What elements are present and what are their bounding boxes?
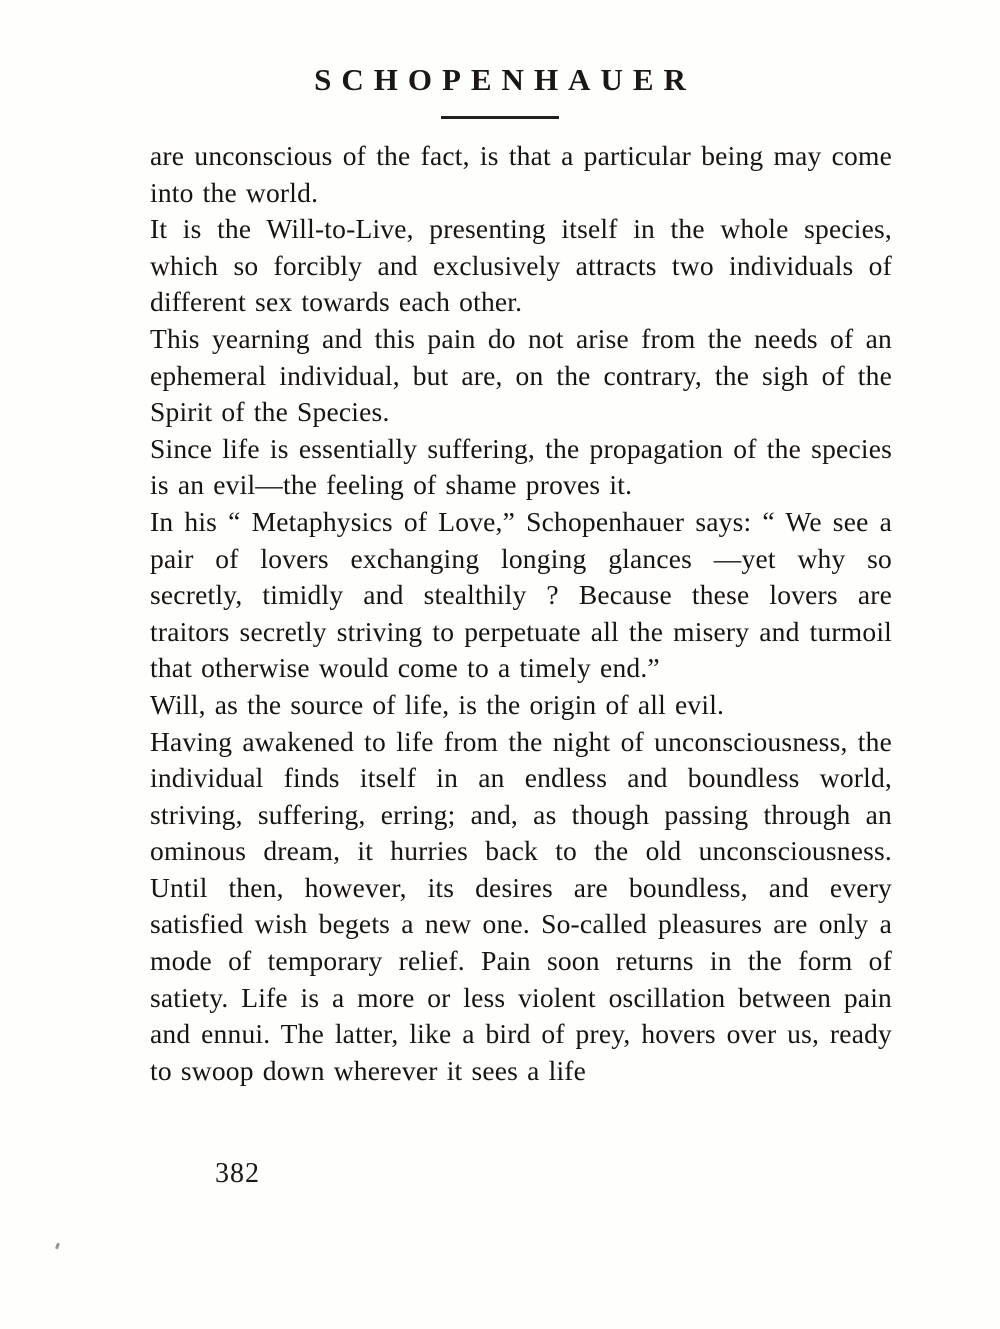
paragraph: Having awakened to life from the night of unconsciousness, the individual finds itself in an endless and boundless world, striving, suffering, erring; and, as though passing through an ominous dream, it hurries back to the old unconsciousness. Until then, however, its desires are boundless, and every satisfied wish begets a new one. So-called pleasures are only a mode of temporary relief. Pain soon returns in the form of satiety. Life is a more or less violent oscillation between pain and ennui. The latter, like a bird of prey, hovers over us, ready to swoop down wherever it sees a life (150, 725, 892, 1086)
paragraph: Will, as the source of life, is the origin of all evil. (150, 688, 725, 720)
paragraph: are unconscious of the fact, is that a particular being may come into the world. (150, 140, 892, 208)
paragraph: It is the Will-to-Live, presenting itself in the whole species, which so forcibly and exclusively attracts two individuals of different sex towards each other. (150, 213, 892, 318)
page-number: 382 (215, 1158, 260, 1189)
paragraph: In his “ Metaphysics of Love,” Schopenhauer says: “ We see a pair of lovers exchanging longing glances —yet why so secretly, timidly and stealthily ? Because these lovers are traitors secretly striving to perpetuate all the misery and turmoil that otherwise would come to a timely end.” (150, 505, 892, 684)
paragraph: Since life is essentially suffering, the propagation of the species is an evil—the feeling of shame proves it. (150, 432, 892, 501)
page-title: SCHOPENHAUER (314, 62, 696, 97)
body-text (150, 138, 892, 1089)
paragraph: This yearning and this pain do not arise from the needs of an ephemeral individual, but are, on the contrary, the sigh of the Spirit of the Species. (150, 322, 892, 428)
title-divider (441, 116, 559, 119)
scan-artifact (55, 1243, 60, 1250)
